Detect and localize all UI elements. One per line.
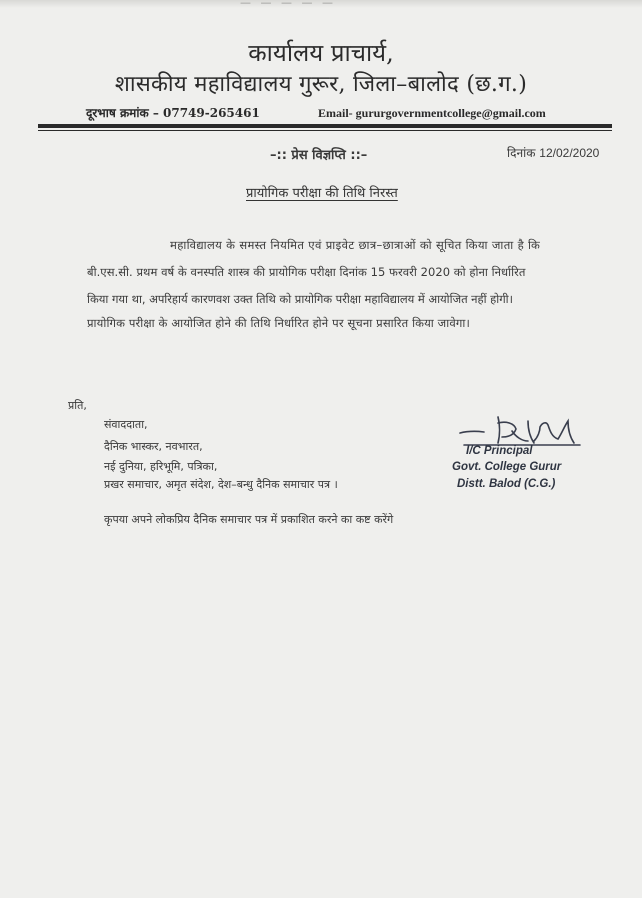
publication-request: कृपया अपने लोकप्रिय दैनिक समाचार पत्र में प्रकाशित करने का कष्ट करेंगे — [104, 513, 394, 526]
phone-number: दूरभाष क्रमांक – 07749-265461 — [86, 106, 260, 120]
college-name: शासकीय महाविद्यालय गुरूर, जिला–बालोद (छ.ग.) — [114, 72, 528, 97]
header-rule-thin — [38, 130, 612, 131]
header-rule-thick — [38, 124, 612, 128]
stamp-college: Govt. College Gurur — [452, 461, 562, 473]
body-line-1: महाविद्यालय के समस्त नियमित एवं प्राइवेट छात्र–छात्राओं को सूचित किया जाता है कि — [170, 238, 541, 252]
stamp-district: Distt. Balod (C.G.) — [457, 478, 556, 490]
principal-signature — [454, 415, 594, 465]
stamp-designation: I/C Principal — [466, 445, 533, 457]
email-address: Email- gururgovernmentcollege@gmail.com — [318, 106, 546, 120]
press-release-heading: –:: प्रेस विज्ञप्ति ::– — [270, 148, 368, 163]
body-line-3: किया गया था, अपरिहार्य कारणवश उक्त तिथि को प्रायोगिक परीक्षा महाविद्यालय में आयोजित नहीं होगी। — [87, 292, 513, 306]
body-line-4: प्रायोगिक परीक्षा के आयोजित होने की तिथि निर्धारित होने पर सूचना प्रसारित किया जावेगा। — [87, 316, 470, 330]
notice-subject: प्रायोगिक परीक्षा की तिथि निरस्त — [246, 186, 398, 201]
office-title: कार्यालय प्राचार्य, — [248, 39, 394, 67]
recipient-line: संवाददाता, — [104, 418, 148, 431]
date-value: 12/02/2020 — [539, 146, 600, 160]
recipient-line: नई दुनिया, हरिभूमि, पत्रिका, — [104, 460, 218, 473]
body-line-2: बी.एस.सी. प्रथम वर्ष के वनस्पति शास्त्र की प्रायोगिक परीक्षा दिनांक 15 फरवरी 2020 को होना निर्धारित — [87, 265, 526, 279]
bleed-through-text: — — — — — — [240, 0, 336, 8]
recipient-line: दैनिक भास्कर, नवभारत, — [104, 440, 203, 453]
date-line — [507, 144, 599, 161]
date-label: दिनांक — [507, 146, 536, 160]
recipients-label: प्रति, — [68, 399, 87, 412]
recipient-line: प्रखर समाचार, अमृत संदेश, देश–बन्धु दैनिक समाचार पत्र । — [104, 478, 338, 491]
